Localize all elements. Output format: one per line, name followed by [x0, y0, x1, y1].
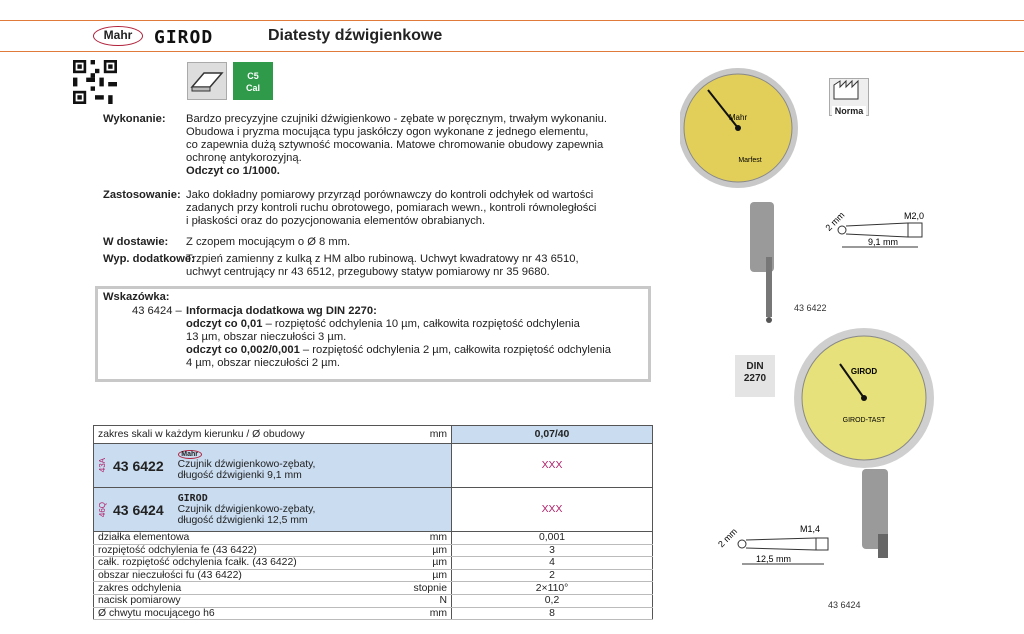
- zastosowanie-label: Zastosowanie:: [103, 189, 181, 201]
- wyp-text: [186, 253, 646, 279]
- wykonanie-label: Wykonanie:: [103, 113, 166, 125]
- spec-label: rozpiętość odchylenia fe (43 6422): [94, 544, 410, 557]
- note-l4: 4 µm, obszar nieczułości 2 µm.: [186, 357, 341, 369]
- spec-value: 0,001: [452, 532, 653, 545]
- note-l3-rest: – rozpiętość odchylenia 2 µm, całkowita rozpiętość odchylenia: [299, 344, 611, 356]
- wyp-line: uchwyt centrujący nr 43 6512, przegubowy statyw pomiarowy nr 35 9680.: [186, 266, 550, 278]
- product-value: XXX: [452, 444, 653, 488]
- product-desc: długość dźwigienki 12,5 mm: [177, 515, 308, 526]
- cal-label: Cal: [245, 83, 260, 93]
- spec-unit: µm: [410, 544, 452, 557]
- spec-label: całk. rozpiętość odchylenia fcałk. (43 6422): [94, 557, 410, 570]
- norma-label: Norma: [832, 106, 866, 116]
- dial-1-brand: Mahr: [728, 113, 748, 122]
- wykonanie-line: ochronę antykorozyjną.: [186, 152, 302, 164]
- dial-1-sub: Marfest: [738, 157, 762, 164]
- drawing-2-angle: 2 mm: [716, 526, 740, 550]
- header-bottom-rule: [0, 51, 1024, 52]
- spec-unit: mm: [410, 607, 452, 620]
- dostawie-text: Z czopem mocującym o Ø 8 mm.: [186, 236, 351, 248]
- spec-value: 0,2: [452, 594, 653, 607]
- note-l2: 13 µm, obszar nieczułości 3 µm.: [186, 331, 347, 343]
- wykonanie-line: Bardzo precyzyjne czujniki dźwigienkowo - zębate w poręcznym, trwałym wykonaniu.: [186, 113, 607, 125]
- drawing-1-angle: 2 mm: [823, 209, 847, 233]
- din-badge: DIN 2270: [735, 355, 775, 397]
- product-brand: GIROD: [177, 493, 208, 504]
- header-value: 0,07/40: [452, 426, 653, 444]
- product-row: [94, 444, 653, 488]
- product-desc: długość dźwigienki 9,1 mm: [177, 470, 302, 481]
- spec-row: [94, 594, 653, 607]
- spec-row: [94, 569, 653, 582]
- spec-unit: mm: [410, 532, 452, 545]
- spec-value: 2×110°: [452, 582, 653, 595]
- product-row: [94, 488, 653, 532]
- product-tag: 46Q: [98, 501, 107, 518]
- dial-gauge-1-image: [680, 62, 810, 324]
- drawing-1-tip: M2,0: [904, 211, 925, 221]
- note-l1-rest: – rozpiętość odchylenia 10 µm, całkowita rozpiętość odchylenia: [262, 318, 580, 330]
- spec-label: nacisk pomiarowy: [94, 594, 410, 607]
- spec-unit: stopnie: [410, 582, 452, 595]
- drawing-2-caption: 43 6424: [828, 600, 861, 610]
- product-code: 43 6424: [113, 501, 164, 518]
- spec-row: [94, 582, 653, 595]
- note-l1-bold: odczyt co 0,01: [186, 318, 263, 330]
- product-desc: Czujnik dźwigienkowo-zębaty,: [177, 504, 316, 515]
- product-brand: Mahr: [178, 450, 202, 459]
- wykonanie-line: co zapewnia dużą sztywność mocowania. Matowe chromowanie obudowy zapewnia: [186, 139, 604, 151]
- dial-2-sub: GIROD-TAST: [842, 417, 886, 424]
- product-cell: [94, 488, 452, 532]
- drawing-1-caption: 43 6422: [794, 303, 827, 313]
- note-label: Wskazówka:: [103, 291, 170, 303]
- wykonanie-line: Obudowa i pryzma mocująca typu jaskółczy ogon wykonane z jednego elementu,: [186, 126, 589, 138]
- c5-label: C5: [247, 71, 259, 81]
- note-code: 43 6424 –: [132, 305, 182, 317]
- zastosowanie-line: Jako dokładny pomiarowy przyrząd porównawczy do kontroli odchyłek od wartości: [186, 189, 594, 201]
- spec-row: [94, 544, 653, 557]
- spec-row: [94, 532, 653, 545]
- norma-icon: [829, 78, 869, 116]
- header-top-rule: [0, 20, 1024, 21]
- header-unit: mm: [410, 426, 452, 444]
- dial-gauge-2-image: [790, 324, 940, 624]
- spec-value: 2: [452, 569, 653, 582]
- odczyt-text: Odczyt co 1/1000: [186, 165, 277, 177]
- spec-row: [94, 557, 653, 570]
- spec-unit: µm: [410, 569, 452, 582]
- spec-row: [94, 607, 653, 620]
- stylus-drawing-2: [712, 522, 842, 572]
- product-value: XXX: [452, 488, 653, 532]
- prism-mount-icon: [187, 62, 227, 100]
- zastosowanie-line: i płaskości oraz do pozycjonowania elementów obrabianych.: [186, 215, 486, 227]
- note-l3-bold: odczyt co 0,002/0,001: [186, 344, 300, 356]
- spec-label: zakres odchylenia: [94, 582, 410, 595]
- spec-label: działka elementowa: [94, 532, 410, 545]
- drawing-1-length: 9,1 mm: [868, 237, 899, 247]
- spec-value: 8: [452, 607, 653, 620]
- spec-value: 4: [452, 557, 653, 570]
- spec-label: Ø chwytu mocującego h6: [94, 607, 410, 620]
- product-desc: Czujnik dźwigienkowo-zębaty,: [177, 459, 316, 470]
- wyp-label: Wyp. dodatkowe:: [103, 253, 195, 265]
- stylus-drawing-1: [818, 205, 938, 257]
- qr-code-icon: [72, 60, 118, 104]
- dostawie-label: W dostawie:: [103, 236, 169, 248]
- note-heading: Informacja dodatkowa wg DIN 2270:: [186, 305, 377, 317]
- zastosowanie-line: zadanych przy kontroli ruchu obrotowego, pomiarach wewn., kontroli równoległości: [186, 202, 597, 214]
- spec-table: [93, 425, 653, 620]
- header-label: zakres skali w każdym kierunku / Ø obudowy: [94, 426, 410, 444]
- table-header-row: [94, 426, 653, 444]
- c5-cal-icon: [233, 62, 273, 100]
- drawing-2-length: 12,5 mm: [756, 554, 792, 564]
- drawing-2-tip: M1,4: [800, 524, 821, 534]
- spec-unit: µm: [410, 557, 452, 570]
- product-code: 43 6422: [113, 457, 164, 474]
- spec-unit: N: [410, 594, 452, 607]
- note-text: [186, 305, 646, 370]
- wykonanie-text: Bardzo precyzyjne czujniki dźwigienkowo - zębate w poręcznym, trwałym wykonaniu. Obudowa i pryzma mocująca typu jaskółczy ogon wykonane z jednego elementu, co zapewnia dużą sztywność mocowania. Matowe chromowanie obudowy zapewnia ochronę antykorozyjną. Odczyt co 1/1000.: [186, 113, 646, 178]
- spec-label: obszar nieczułości fu (43 6422): [94, 569, 410, 582]
- product-tag: 43A: [98, 458, 107, 473]
- product-cell: [94, 444, 452, 488]
- wyp-line: Trzpień zamienny z kulką z HM albo rubinową. Uchwyt kwadratowy nr 43 6510,: [186, 253, 579, 265]
- zastosowanie-text: [186, 189, 646, 228]
- dial-2-brand: GIROD: [850, 367, 878, 376]
- girod-logo: GIROD: [154, 27, 214, 48]
- mahr-logo: Mahr: [93, 26, 143, 46]
- spec-value: 3: [452, 544, 653, 557]
- page-title: Diatesty dźwigienkowe: [268, 27, 443, 44]
